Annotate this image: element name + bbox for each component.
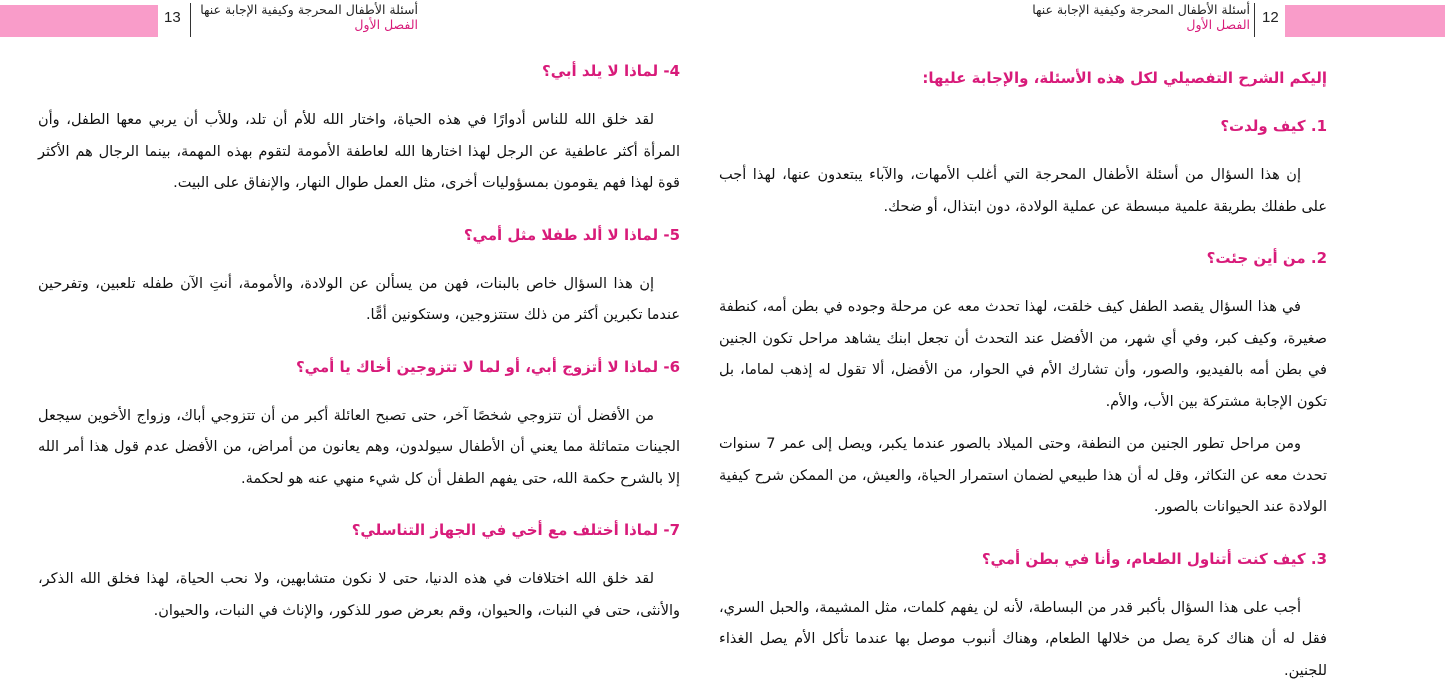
question-heading: 1. كيف ولدت؟ (1220, 117, 1327, 135)
answer-paragraph: لقد خلق الله للناس أدوارًا في هذه الحياة، واختار الله للأم أن تلد، وللأب أن يربي معها الطفل، وأن المرأة أكثر عاطفية عن الرجل لهذا اختارها الله لعاطفة الأمومة لتقوم بهذه المهمة، بينما الرجال هم الأكثر قوة لهذا فهم يقومون بمسؤوليات أخرى، مثل العمل طوال النهار، والإنفاق على البيت. (38, 112, 680, 191)
question-heading: 2. من أين جئت؟ (1206, 249, 1327, 267)
chapter-label: الفصل الأول (1186, 17, 1250, 32)
header-color-bar (1285, 5, 1445, 37)
answer-paragraph: في هذا السؤال يقصد الطفل كيف خلقت، لهذا تحدث معه عن مرحلة وجوده في بطن أمه، كنطفة صغيرة، وكيف كبر، وفي أي شهر، من الأفضل عند التحدث أن تجعل ابنك يشاهد مراحل تكون الجنين في بطن أمه بالفيديو، والصور، وأن تشارك الأم في الحوار، من الأفضل، ألا تقول له إذهب لماما، بل تكون الإجابة مشتركة بين الأب، والأم. (719, 299, 1327, 410)
answer-paragraph: من الأفضل أن تتزوجي شخصًا آخر، حتى تصبح العائلة أكبر من أن تتزوجي أباك، وزواج الأخوين سيجعل الجينات متماثلة مما يعني أن الأطفال سيولدون، وهم يعانون من أمراض، من الأفضل عدم قول هذا أمر الله إلا بالشرح حكمة الله، حتى يفهم الطفل أن كل شيء منهي عنه هو لحكمة. (38, 407, 680, 487)
section-q3 (719, 548, 1327, 688)
header-divider (190, 3, 191, 37)
page-content (38, 60, 680, 638)
question-heading: 5- لماذا لا ألد طفلا مثل أمي؟ (463, 225, 680, 244)
question-heading: 3. كيف كنت أتناول الطعام، وأنا في بطن أمي؟ (981, 549, 1327, 568)
chapter-label: الفصل الأول (354, 17, 418, 32)
section-q5 (38, 224, 680, 332)
book-title: أسئلة الأطفال المحرجة وكيفية الإجابة عنها (1032, 2, 1250, 17)
section-q2 (719, 247, 1327, 524)
question-heading: 7- لماذا أختلف مع أخي في الجهاز التناسلي؟ (351, 521, 680, 539)
page-13 (0, 0, 722, 673)
question-heading: 6- لماذا لا أتزوج أبي، أو لما لا تتزوجين أخاك يا أمي؟ (295, 357, 680, 376)
page-number: 12 (1262, 9, 1279, 26)
question-heading: 4- لماذا لا يلد أبي؟ (542, 62, 680, 80)
page-content (719, 60, 1327, 698)
answer-paragraph: إن هذا السؤال خاص بالبنات، فهن من يسألن عن الولادة، والأمومة، أنتِ الآن طفله تلعبين، وتفرحين عندما تكبرين أكثر من ذلك ستتزوجين، وستكونين أمًّا. (38, 275, 680, 323)
running-header (1032, 2, 1250, 32)
section-q4 (38, 60, 680, 200)
answer-paragraph: أجب على هذا السؤال بأكبر قدر من البساطة، لأنه لن يفهم كلمات، مثل المشيمة، والحبل السري، فقل له أن هناك كرة يصل من خلالها الطعام، وهناك أنبوب موصل بها عندما تأكل الأم يصل الغذاء للجنين. (719, 599, 1327, 679)
section-q6 (38, 356, 680, 496)
page-number: 13 (164, 9, 181, 26)
book-title: أسئلة الأطفال المحرجة وكيفية الإجابة عنها (200, 2, 418, 17)
page-12 (719, 0, 1445, 679)
section-q7 (38, 519, 680, 627)
intro-heading: إليكم الشرح التفصيلي لكل هذه الأسئلة، والإجابة عليها: (922, 69, 1327, 87)
answer-paragraph: لقد خلق الله اختلافات في هذه الدنيا، حتى لا نكون متشابهين، ولا نحب الحياة، لهذا فخلق الله الذكر، والأنثى، حتى في النبات، والحيوان، وقم بعرض صور للذكور، والإناث في النبات، والحيوان. (38, 571, 680, 619)
header-color-bar (0, 5, 158, 37)
section-q1 (719, 115, 1327, 223)
answer-paragraph: إن هذا السؤال من أسئلة الأطفال المحرجة التي أغلب الأمهات، والآباء يبتعدون عنها، لهذا أجب على طفلك بطريقة علمية مبسطة عن عملية الولادة، دون ابتذال، أو ضحك. (719, 167, 1327, 215)
answer-paragraph: ومن مراحل تطور الجنين من النطفة، وحتى الميلاد بالصور عندما يكبر، ويصل إلى عمر 7 سنوات تحدث معه عن التكاثر، وقل له أن هذا طبيعي لضمان استمرار الحياة، والعيش، من الممكن شرح كيفية الولادة عند الحيوانات بالصور. (719, 436, 1327, 515)
header-divider (1254, 3, 1255, 37)
running-header (200, 2, 418, 32)
